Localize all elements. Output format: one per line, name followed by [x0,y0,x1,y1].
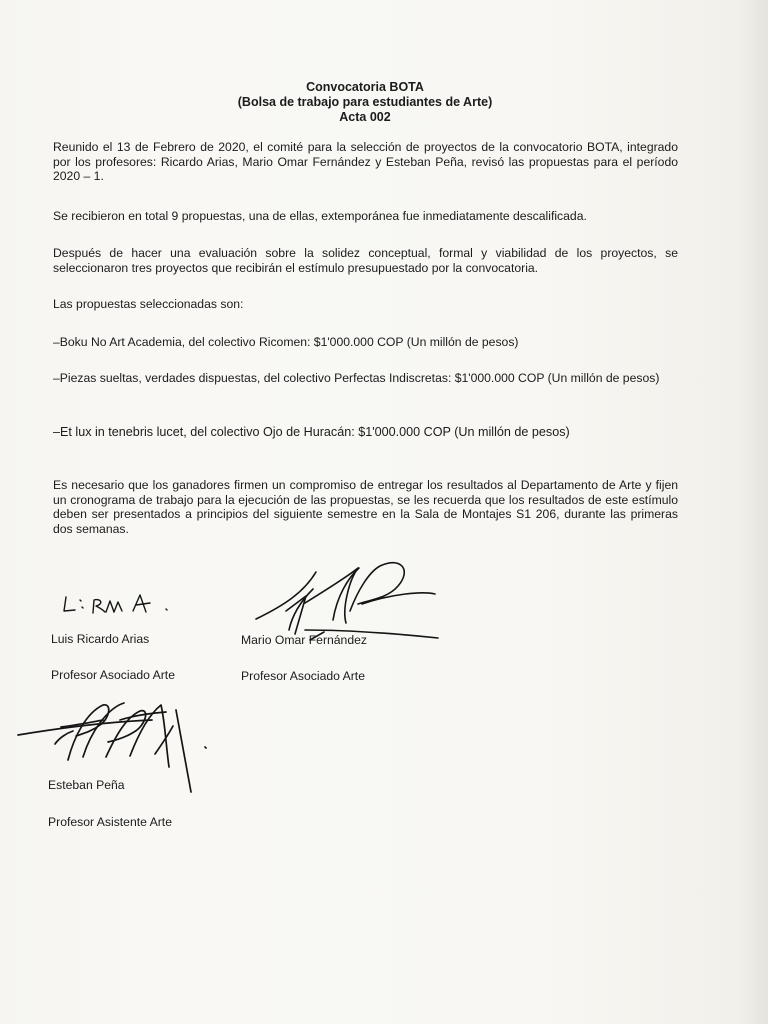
paragraph-closing: Es necesario que los ganadores firmen un compromiso de entregar los resultados al Departamento de Arte y fijen un cronograma de trabajo para la ejecución de las propuestas, se les recuerda que los resultados de este estímulo deben ser presentados a principios del siguiente semestre en la Sala de Montajes S1 206, durante las primeras dos semanas. [53,478,678,536]
signature-name-esteban-pena: Esteban Peña [48,778,125,792]
paragraph-selected-intro: Las propuestas seleccionadas son: [53,297,244,311]
signature-luis-arias [64,595,167,613]
signature-name-mario-omar-fernandez: Mario Omar Fernández [241,633,367,647]
selected-proposal-item: –Piezas sueltas, verdades dispuestas, del colectivo Perfectas Indiscretas: $1'000.000 COP (Un millón de pesos) [53,371,660,385]
selected-proposal-item: –Et lux in tenebris lucet, del colectivo Ojo de Huracán: $1'000.000 COP (Un millón de pesos) [53,425,570,439]
document-acta: Acta 002 [339,110,391,124]
page-shadow [738,0,768,1024]
signature-role-mario-omar-fernandez: Profesor Asociado Arte [241,669,365,683]
selected-proposal-item: –Boku No Art Academia, del colectivo Ricomen: $1'000.000 COP (Un millón de pesos) [53,335,519,349]
paragraph-received: Se recibieron en total 9 propuestas, una de ellas, extemporánea fue inmediatamente descalificada. [53,209,587,223]
signature-name-luis-ricardo-arias: Luis Ricardo Arias [51,632,150,646]
signature-role-luis-ricardo-arias: Profesor Asociado Arte [51,668,175,682]
signature-role-esteban-pena: Profesor Asistente Arte [48,815,172,829]
document-title: Convocatoria BOTA [306,80,424,94]
document-subtitle: (Bolsa de trabajo para estudiantes de Arte) [237,95,493,109]
paragraph-intro: Reunido el 13 de Febrero de 2020, el comité para la selección de proyectos de la convocatorio BOTA, integrado por los profesores: Ricardo Arias, Mario Omar Fernández y Esteban Peña, revisó las propuestas para el período 2020 – 1. [53,140,678,183]
signature-mario-fernandez [256,563,438,640]
document-header [0,80,730,125]
paragraph-evaluation: Después de hacer una evaluación sobre la solidez conceptual, formal y viabilidad de los proyectos, se seleccionaron tres proyectos que recibirán el estímulo presupuestado por la convocatoria. [53,246,678,275]
